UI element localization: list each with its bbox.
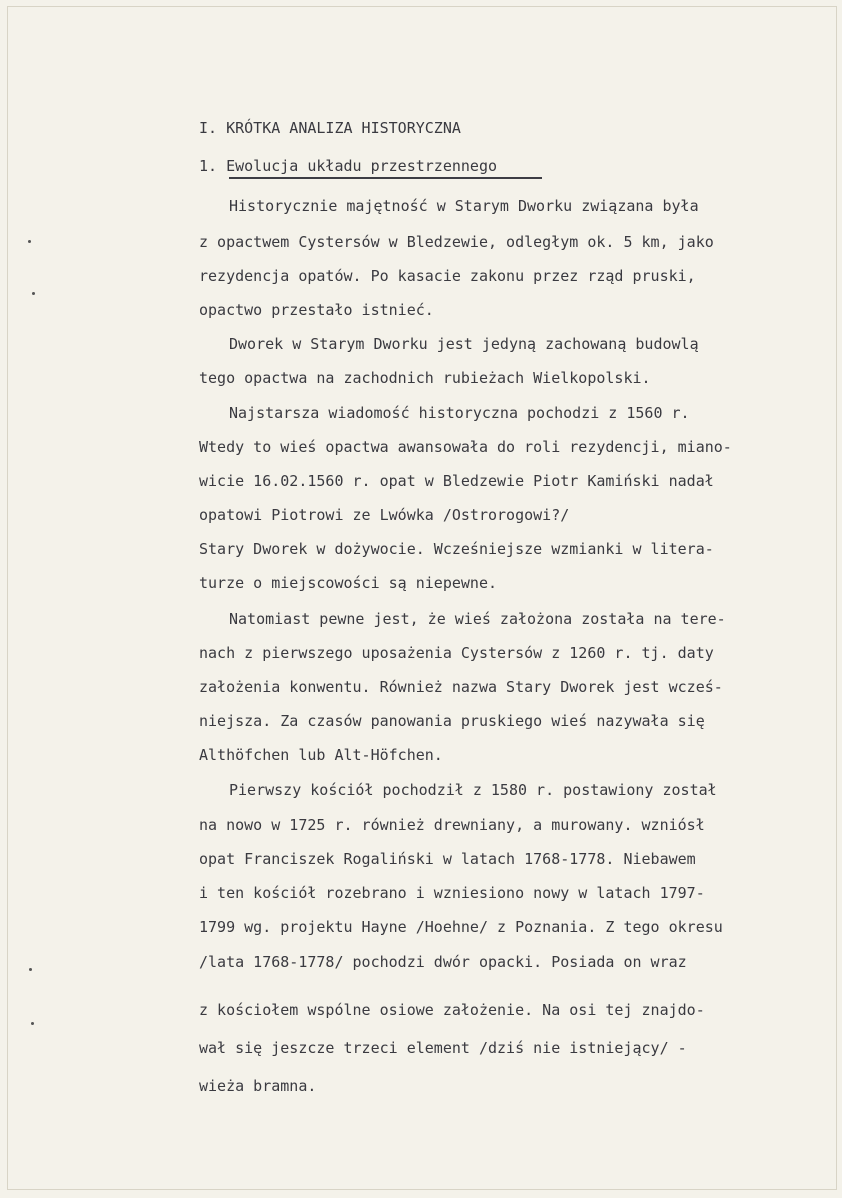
text-line: wicie 16.02.1560 r. opat w Bledzewie Piotr Kamiński nadał (199, 472, 714, 490)
margin-mark (32, 292, 35, 295)
text-line: Dworek w Starym Dworku jest jedyną zachowaną budowlą (229, 335, 699, 353)
text-line: Stary Dworek w dożywocie. Wcześniejsze wzmianki w litera- (199, 540, 714, 558)
text-line: opactwo przestało istnieć. (199, 301, 434, 319)
text-line: Historycznie majętność w Starym Dworku związana była (229, 197, 699, 215)
text-line: wieża bramna. (199, 1077, 317, 1095)
text-line: rezydencja opatów. Po kasacie zakonu przez rząd pruski, (199, 267, 696, 285)
text-line: Najstarsza wiadomość historyczna pochodzi z 1560 r. (229, 404, 690, 422)
text-line: wał się jeszcze trzeci element /dziś nie istniejący/ - (199, 1039, 687, 1057)
subheading-underline (229, 177, 542, 179)
text-line: nach z pierwszego uposażenia Cystersów z 1260 r. tj. daty (199, 644, 714, 662)
text-line: tego opactwa na zachodnich rubieżach Wielkopolski. (199, 369, 651, 387)
text-line: niejsza. Za czasów panowania pruskiego wieś nazywała się (199, 712, 705, 730)
text-line: Wtedy to wieś opactwa awansowała do roli rezydencji, miano- (199, 438, 732, 456)
text-line: z kościołem wspólne osiowe założenie. Na osi tej znajdo- (199, 1001, 705, 1019)
section-heading: I. KRÓTKA ANALIZA HISTORYCZNA (199, 119, 461, 137)
text-line: turze o miejscowości są niepewne. (199, 574, 498, 592)
margin-mark (31, 1022, 34, 1025)
text-line: z opactwem Cystersów w Bledzewie, odległym ok. 5 km, jako (199, 233, 714, 251)
margin-mark (28, 240, 31, 243)
text-line: i ten kościół rozebrano i wzniesiono nowy w latach 1797- (199, 884, 705, 902)
text-line: /lata 1768-1778/ pochodzi dwór opacki. Posiada on wraz (199, 953, 687, 971)
text-line: założenia konwentu. Również nazwa Stary Dworek jest wcześ- (199, 678, 723, 696)
text-line: Pierwszy kościół pochodził z 1580 r. postawiony został (229, 781, 717, 799)
text-line: opatowi Piotrowi ze Lwówka /Ostrorogowi?/ (199, 506, 570, 524)
text-line: Natomiast pewne jest, że wieś założona została na tere- (229, 610, 726, 628)
text-line: opat Franciszek Rogaliński w latach 1768-1778. Niebawem (199, 850, 696, 868)
text-line: 1799 wg. projektu Hayne /Hoehne/ z Poznania. Z tego okresu (199, 918, 723, 936)
text-line: Althöfchen lub Alt-Höfchen. (199, 746, 443, 764)
subsection-heading: 1. Ewolucja układu przestrzennego (199, 157, 498, 175)
text-line: na nowo w 1725 r. również drewniany, a murowany. wzniósł (199, 816, 705, 834)
margin-mark (29, 968, 32, 971)
